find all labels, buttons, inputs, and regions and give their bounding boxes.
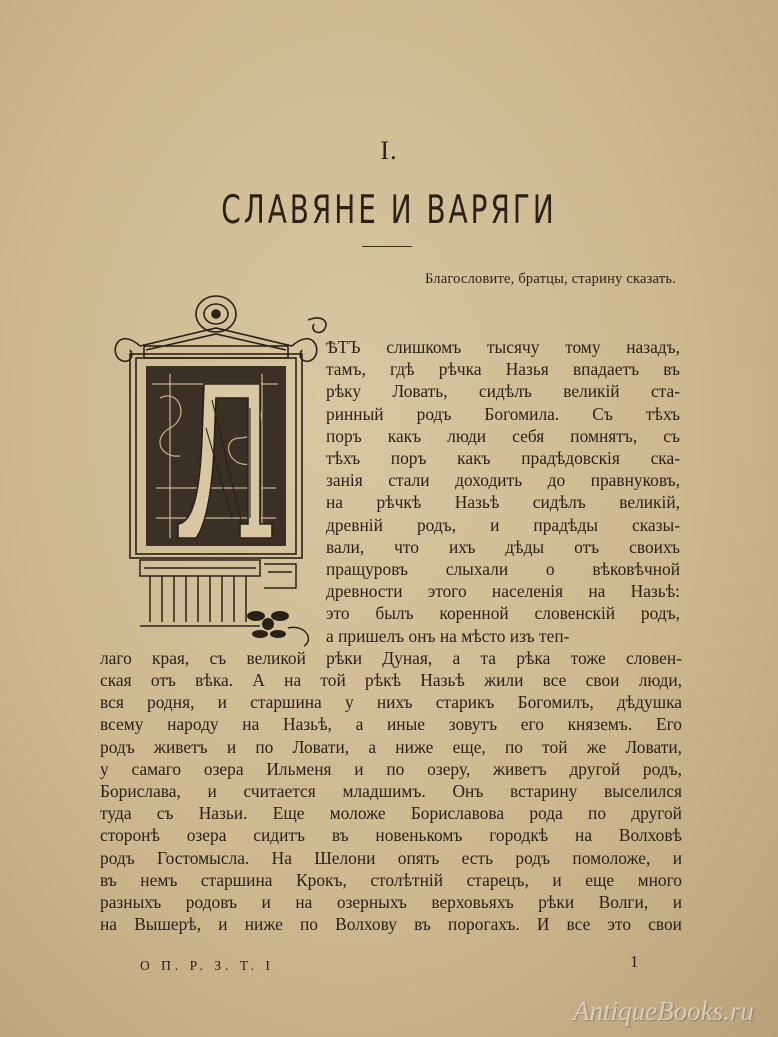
text-line: это былъ коренной словенскій родъ, xyxy=(326,603,680,624)
text-line: сторонѣ озера сидитъ въ новенькомъ городкѣ на Волховѣ xyxy=(100,825,682,846)
epigraph: Благословите, братцы, старину сказать. xyxy=(424,271,676,287)
text-line: тѣхъ поръ какъ прадѣдовскія ска- xyxy=(326,448,680,468)
text-line: поръ какъ люди себя помнятъ, съ xyxy=(326,425,680,446)
text-line: а пришелъ онъ на мѣсто изъ теп- xyxy=(326,625,570,646)
text-line: древній родъ, и прадѣды сказы- xyxy=(326,514,680,535)
watermark: AntiqueBooks.ru xyxy=(573,996,754,1026)
text-line: на Вышерѣ, и ниже по Волхову въ порогахъ. И все это свои xyxy=(100,914,682,935)
chapter-number: I. xyxy=(380,136,398,165)
text-line: Борислава, и считается младшимъ. Онъ встарину выселился xyxy=(100,781,682,801)
chapter-title: СЛАВЯНЕ И ВАРЯГИ xyxy=(221,188,557,233)
text-line: въ немъ старшина Крокъ, столѣтній старецъ, и еще много xyxy=(100,869,682,890)
text-line: родъ живетъ и по Ловати, а ниже еще, по той же Ловати, xyxy=(100,736,682,757)
text-line: пращуровъ слыхали о вѣковѣчной xyxy=(326,559,680,579)
text-line: родъ Гостомысла. На Шелони опять есть родъ помоложе, и xyxy=(100,847,682,868)
text-line: вали, что ихъ дѣды отъ своихъ xyxy=(326,536,680,557)
title-divider xyxy=(362,246,412,247)
text-line: ѢТЪ слишкомъ тысячу тому назадъ, xyxy=(326,337,680,357)
text-line: занія стали доходить до правнуковъ, xyxy=(326,470,680,491)
text-line: тамъ, гдѣ рѣчка Назья впадаетъ въ xyxy=(326,359,680,380)
text-line: туда съ Назьи. Еще моложе Бориславова рода по другой xyxy=(100,803,682,824)
text-line: ринный родъ Богомила. Съ тѣхъ xyxy=(326,403,680,424)
text-line: древности этого населенія на Назьѣ: xyxy=(326,581,680,602)
text-line: разныхъ родовъ и на озерныхъ верховьяхъ рѣки Волги, и xyxy=(100,892,682,912)
text-line: лаго края, съ великой рѣки Дуная, а та рѣка тоже словен- xyxy=(100,647,682,668)
text-line: всему народу на Назьѣ, а иные зовутъ его княземъ. Его xyxy=(100,714,682,735)
text-line: вся родня, и старшина у нихъ старикъ Богомилъ, дѣдушка xyxy=(100,692,682,713)
printer-signature: О П. Р. З. Т. I xyxy=(140,958,274,973)
text-line: рѣку Ловать, сидѣлъ великій ста- xyxy=(326,381,680,402)
text-line: ская отъ вѣка. А на той рѣкѣ Назьѣ жили все свои люди, xyxy=(100,670,682,690)
page-number: 1 xyxy=(630,952,639,971)
text-line: у самаго озера Ильменя и по озеру, живетъ другой родъ, xyxy=(100,758,682,779)
text-line: на рѣчкѣ Назьѣ сидѣлъ великій, xyxy=(326,492,680,513)
ornate-initial-letter-icon xyxy=(100,288,332,660)
